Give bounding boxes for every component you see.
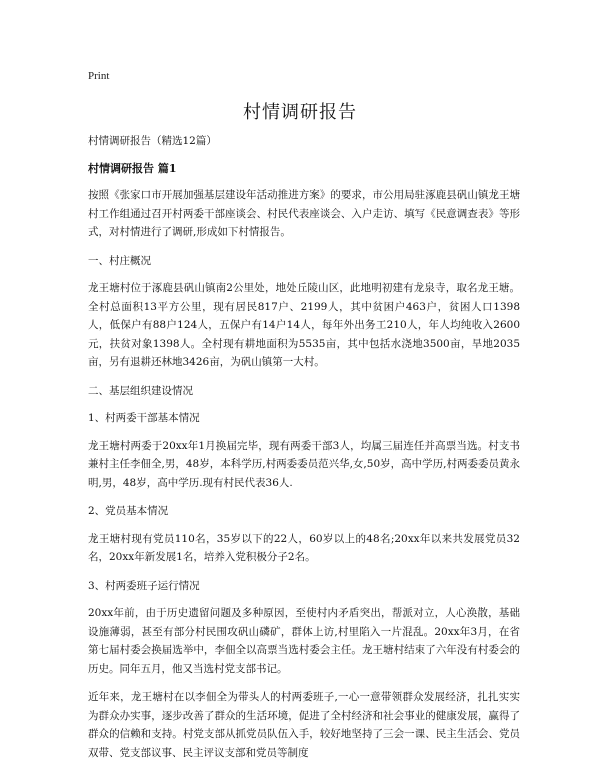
document-subtitle: 村情调研报告（精选12篇）: [88, 135, 217, 147]
party-members-paragraph: 龙王塘村现有党员110名，35岁以下的22人，60岁以上的48名;20xx年以来共发展党员32名，20xx年新发展1名，培养入党积极分子2名。: [88, 532, 520, 563]
heading-operation: 3、村两委班子运行情况: [88, 579, 200, 592]
heading-village-overview: 一、村庄概况: [88, 254, 151, 267]
operation-paragraph: 20xx年前，由于历史遗留问题及多种原因，至使村内矛盾突出，帮派对立，人心涣散，基础设施薄弱，甚至有部分村民围攻矾山磷矿，群体上访,村里陷入一片混乱。20xx年3月，在省第七届村委会换届选举中，李佃全以高票当选村委会主任。龙王塘村结束了六年没有村委会的历史。同年五月，他又当选村党支部书记。: [88, 607, 520, 675]
overview-paragraph: 龙王塘村位于涿鹿县矾山镇南2公里处，地处丘陵山区，此地明初建有龙泉寺，取名龙王塘。全村总面积13平方公里，现有居民817户、2199人，其中贫困户463户，贫困人口1398人，低保户有88户124人，五保户有14户14人，每年外出务工210人，年人均纯收入2600元，扶贫对象1398人。全村现有耕地面积为5535亩，其中包括水浇地3500亩，旱地2035亩，另有退耕还林地3426亩，为矾山镇第一大村。: [88, 282, 520, 368]
intro-paragraph: 按照《张家口市开展加强基层建设年活动推进方案》的要求，市公用局驻涿鹿县矾山镇龙王塘村工作组通过召开村两委干部座谈会、村民代表座谈会、入户走访、填写《民意调查表》等形式，对村情进行了调研,形成如下村情报告。: [88, 189, 520, 238]
document-body: [88, 132, 520, 772]
heading-organization: 二、基层组织建设情况: [88, 384, 193, 397]
heading-party-members: 2、党员基本情况: [88, 505, 169, 517]
heading-cadres: 1、村两委干部基本情况: [88, 412, 200, 424]
page-title: 村情调研报告: [243, 102, 357, 123]
cadres-paragraph: 龙王塘村两委于20xx年1月换届完毕，现有两委干部3人，均属三届连任并高票当选。村支书兼村主任李佃全,男，48岁，本科学历,村两委委员范兴华,女,50岁，高中学历,村两委委员黄永明,男，48岁，高中学历.现有村民代表36人.: [88, 439, 520, 489]
section-title: 村情调研报告 篇1: [88, 161, 177, 175]
print-label: Print: [88, 70, 110, 82]
recent-paragraph: 近年来，龙王塘村在以李佃全为带头人的村两委班子,一心一意带领群众发展经济，扎扎实实为群众办实事，逐步改善了群众的生活环境，促进了全村经济和社会事业的健康发展，赢得了群众的信赖和支持。村党支部从抓党员队伍入手，较好地坚持了三会一课、民主生活会、党员双带、党支部议事、民主评议支部和党员等制度: [88, 691, 520, 759]
